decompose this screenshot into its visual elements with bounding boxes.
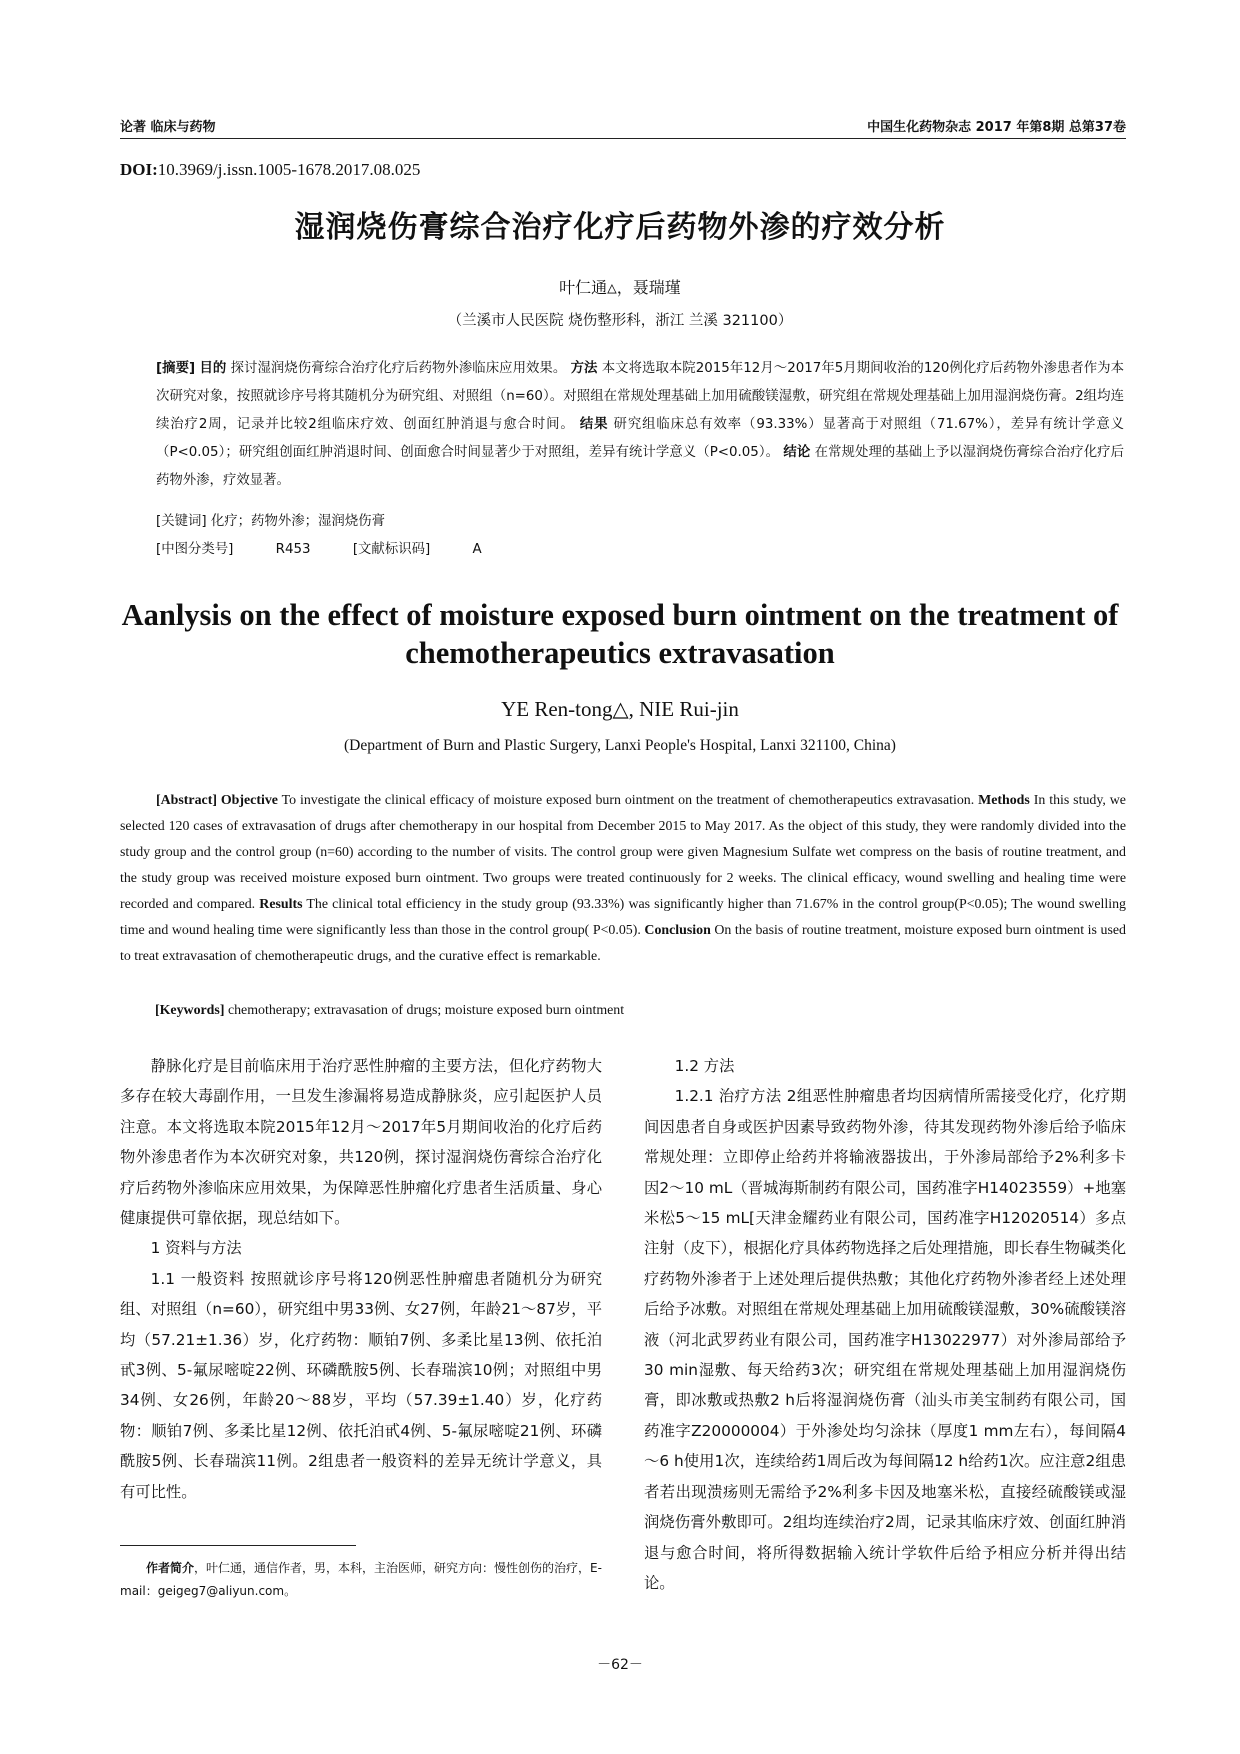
affiliation-chinese: （兰溪市人民医院 烧伤整形科，浙江 兰溪 321100）: [447, 313, 793, 329]
conclusion-en-label: Conclusion: [644, 923, 711, 938]
header-journal-info: 中国生化药物杂志 2017 年第8期 总第37卷: [867, 120, 1126, 135]
results-text: 研究组临床总有效率（93.33%）显著高于对照组（71.67%），差异有统计学意义（P<0.05）；研究组创面红肿消退时间、创面愈合时间显著少于对照组，差异有统计学意义（P<0.05）。: [156, 417, 1124, 460]
conclusion-label: 结论: [783, 445, 811, 460]
keywords-label: [关键词]: [156, 514, 207, 529]
footnote-divider: [120, 1545, 356, 1546]
abstract-chinese: [156, 355, 1124, 495]
doc-code-label: [文献标识码]: [352, 542, 431, 557]
header-section-label: 论著 临床与药物: [120, 120, 216, 135]
conclusion-text: 在常规处理的基础上予以湿润烧伤膏综合治疗化疗后药物外渗，疗效显著。: [156, 445, 1124, 488]
methods-label: 方法: [570, 361, 598, 376]
keywords-text: 化疗；药物外渗；湿润烧伤膏: [210, 514, 385, 529]
affiliation-english: (Department of Burn and Plastic Surgery, Lanxi People's Hospital, Lanxi 321100, China): [344, 737, 896, 754]
methods-text: 本文将选取本院2015年12月～2017年5月期间收治的120例化疗后药物外渗患者作为本次研究对象，按照就诊序号将其随机分为研究组、对照组（n=60）。对照组在常规处理基础上加用硫酸镁湿敷，研究组在常规处理基础上加用湿润烧伤膏。2组均连续治疗2周，记录并比较2组临床疗效、创面红肿消退与愈合时间。: [156, 361, 1124, 432]
page-number: －62－: [597, 1657, 643, 1673]
methods-en-text: In this study, we selected 120 cases of extravasation of drugs after chemotherapy in our hospital from December 2015 to May 2017. As the object of this study, they were randomly divided into the study group and the control group (n=60) according to the number of visits. The control group were given Magnesium Sulfate wet compress on the basis of routine treatment, and the study group was received moisture exposed burn ointment. Two groups were treated continuously for 2 weeks. The clinical efficacy, wound swelling and healing time were recorded and compared.: [120, 793, 1126, 912]
intro-paragraph: 静脉化疗是目前临床用于治疗恶性肿瘤的主要方法，但化疗药物大多存在较大毒副作用，一旦发生渗漏将易造成静脉炎，应引起医护人员注意。本文将选取本院2015年12月～2017年5月期间收治的化疗后药物外渗患者作为本次研究对象，共120例，探讨湿润烧伤膏综合治疗化疗后药物外渗临床应用效果，为保障恶性肿瘤化疗患者生活质量、身心健康提供可靠依据，现总结如下。: [120, 1057, 602, 1228]
results-en-text: The clinical total efficiency in the study group (93.33%) was significantly higher than 71.67% in the control group(P<0.05); The wound swelling time and wound healing time were significantly less than those in the control group( P<0.05).: [120, 897, 1126, 938]
keywords-chinese: [156, 510, 385, 529]
results-label: 结果: [579, 417, 609, 432]
general-data-paragraph: 1.1 一般资料 按照就诊序号将120例恶性肿瘤患者随机分为研究组、对照组（n=60），研究组中男33例、女27例，年龄21～87岁，平均（57.21±1.36）岁，化疗药物：顺铂7例、多柔比星13例、依托泊甙3例、5-氟尿嘧啶22例、环磷酰胺5例、长春瑞滨10例；对照组中男34例、女26例，年龄20～88岁，平均（57.39±1.40）岁，化疗药物：顺铂7例、多柔比星12例、依托泊甙4例、5-氟尿嘧啶21例、环磷酰胺5例、长春瑞滨11例。2组患者一般资料的差异无统计学意义，具有可比性。: [120, 1269, 602, 1501]
header-divider: [120, 138, 1126, 139]
abstract-english: [120, 788, 1126, 970]
keywords-english: [155, 1003, 624, 1019]
methods-en-label: Methods: [978, 793, 1030, 808]
running-header: [120, 116, 1126, 140]
objective-label: 目的: [199, 361, 227, 376]
classification-chinese: [156, 538, 520, 557]
abstract-en-tag: [Abstract]: [156, 793, 217, 808]
body-column-right: [644, 1051, 1126, 1598]
conclusion-en-text: On the basis of routine treatment, moisture exposed burn ointment is used to treat extravasation of chemotherapeutic drugs, and the curative effect is remarkable.: [120, 923, 1126, 964]
objective-en-label: Objective: [220, 793, 278, 808]
doi-line: [120, 160, 420, 180]
footnote-text: ，叶仁通，通信作者，男，本科，主治医师，研究方向：慢性创伤的治疗，E-mail：geigeg7@aliyun.com。: [120, 1561, 602, 1598]
section-heading-1-2: 1.2 方法: [674, 1057, 735, 1075]
abstract-tag: [摘要]: [156, 361, 196, 376]
treatment-method-paragraph: 1.2.1 治疗方法 2组恶性肿瘤患者均因病情所需接受化疗，化疗期间因患者自身或医护因素导致药物外渗，待其发现药物外渗后给予临床常规处理：立即停止给药并将输液器拔出，于外渗局部给予2%利多卡因2～10 mL（晋城海斯制药有限公司，国药准字H14023559）+地塞米松5～15 mL[天津金耀药业有限公司，国药准字H12020514）多点注射（皮下），根据化疗具体药物选择之后处理措施，即长春生物碱类化疗药物外渗者于上述处理后提供热敷；其他化疗药物外渗者经上述处理后给予冰敷。对照组在常规处理基础上加用硫酸镁湿敷，30%硫酸镁溶液（河北武罗药业有限公司，国药准字H13022977）对外渗局部给予30 min湿敷、每天给药3次；研究组在常规处理基础上加用湿润烧伤膏，即冰敷或热敷2 h后将湿润烧伤膏（汕头市美宝制药有限公司，国药准字Z20000004）于外渗处均匀涂抹（厚度1 mm左右），每间隔4～6 h使用1次，连续给药1周后改为每间隔12 h给药1次。应注意2组患者若出现溃疡则无需给予2%利多卡因及地塞米松，直接经硫酸镁或湿润烧伤膏外敷即可。2组均连续治疗2周，记录其临床疗效、创面红肿消退与愈合时间，将所得数据输入统计学软件后给予相应分析并得出结论。: [644, 1087, 1126, 1592]
section-heading-1: 1 资料与方法: [150, 1239, 242, 1258]
objective-text: 探讨湿润烧伤膏综合治疗化疗后药物外渗临床应用效果。: [230, 361, 567, 376]
body-column-left: [120, 1051, 602, 1507]
doi-label: DOI:: [120, 160, 158, 179]
keywords-en-text: chemotherapy; extravasation of drugs; moisture exposed burn ointment: [227, 1003, 625, 1018]
results-en-label: Results: [259, 897, 303, 912]
objective-en-text: To investigate the clinical efficacy of moisture exposed burn ointment on the treatment of chemotherapeutics extravasation.: [281, 793, 975, 808]
doc-code-value: A: [472, 542, 482, 557]
footnote-label: 作者简介: [146, 1561, 195, 1575]
clc-value: R453: [275, 542, 311, 557]
clc-label: [中图分类号]: [156, 542, 234, 557]
doi-value[interactable]: 10.3969/j.issn.1005-1678.2017.08.025: [157, 160, 421, 179]
author-footnote: [120, 1557, 602, 1603]
title-english: Aanlysis on the effect of moisture exposed burn ointment on the treatment of chemotherapeutics extravasation: [121, 598, 1119, 670]
authors-english: YE Ren-tong△, NIE Rui-jin: [501, 697, 739, 721]
keywords-en-label: [Keywords]: [155, 1003, 225, 1018]
title-chinese: 湿润烧伤膏综合治疗化疗后药物外渗的疗效分析: [294, 210, 946, 245]
authors-chinese: 叶仁通△，聂瑞瑾: [559, 278, 681, 297]
